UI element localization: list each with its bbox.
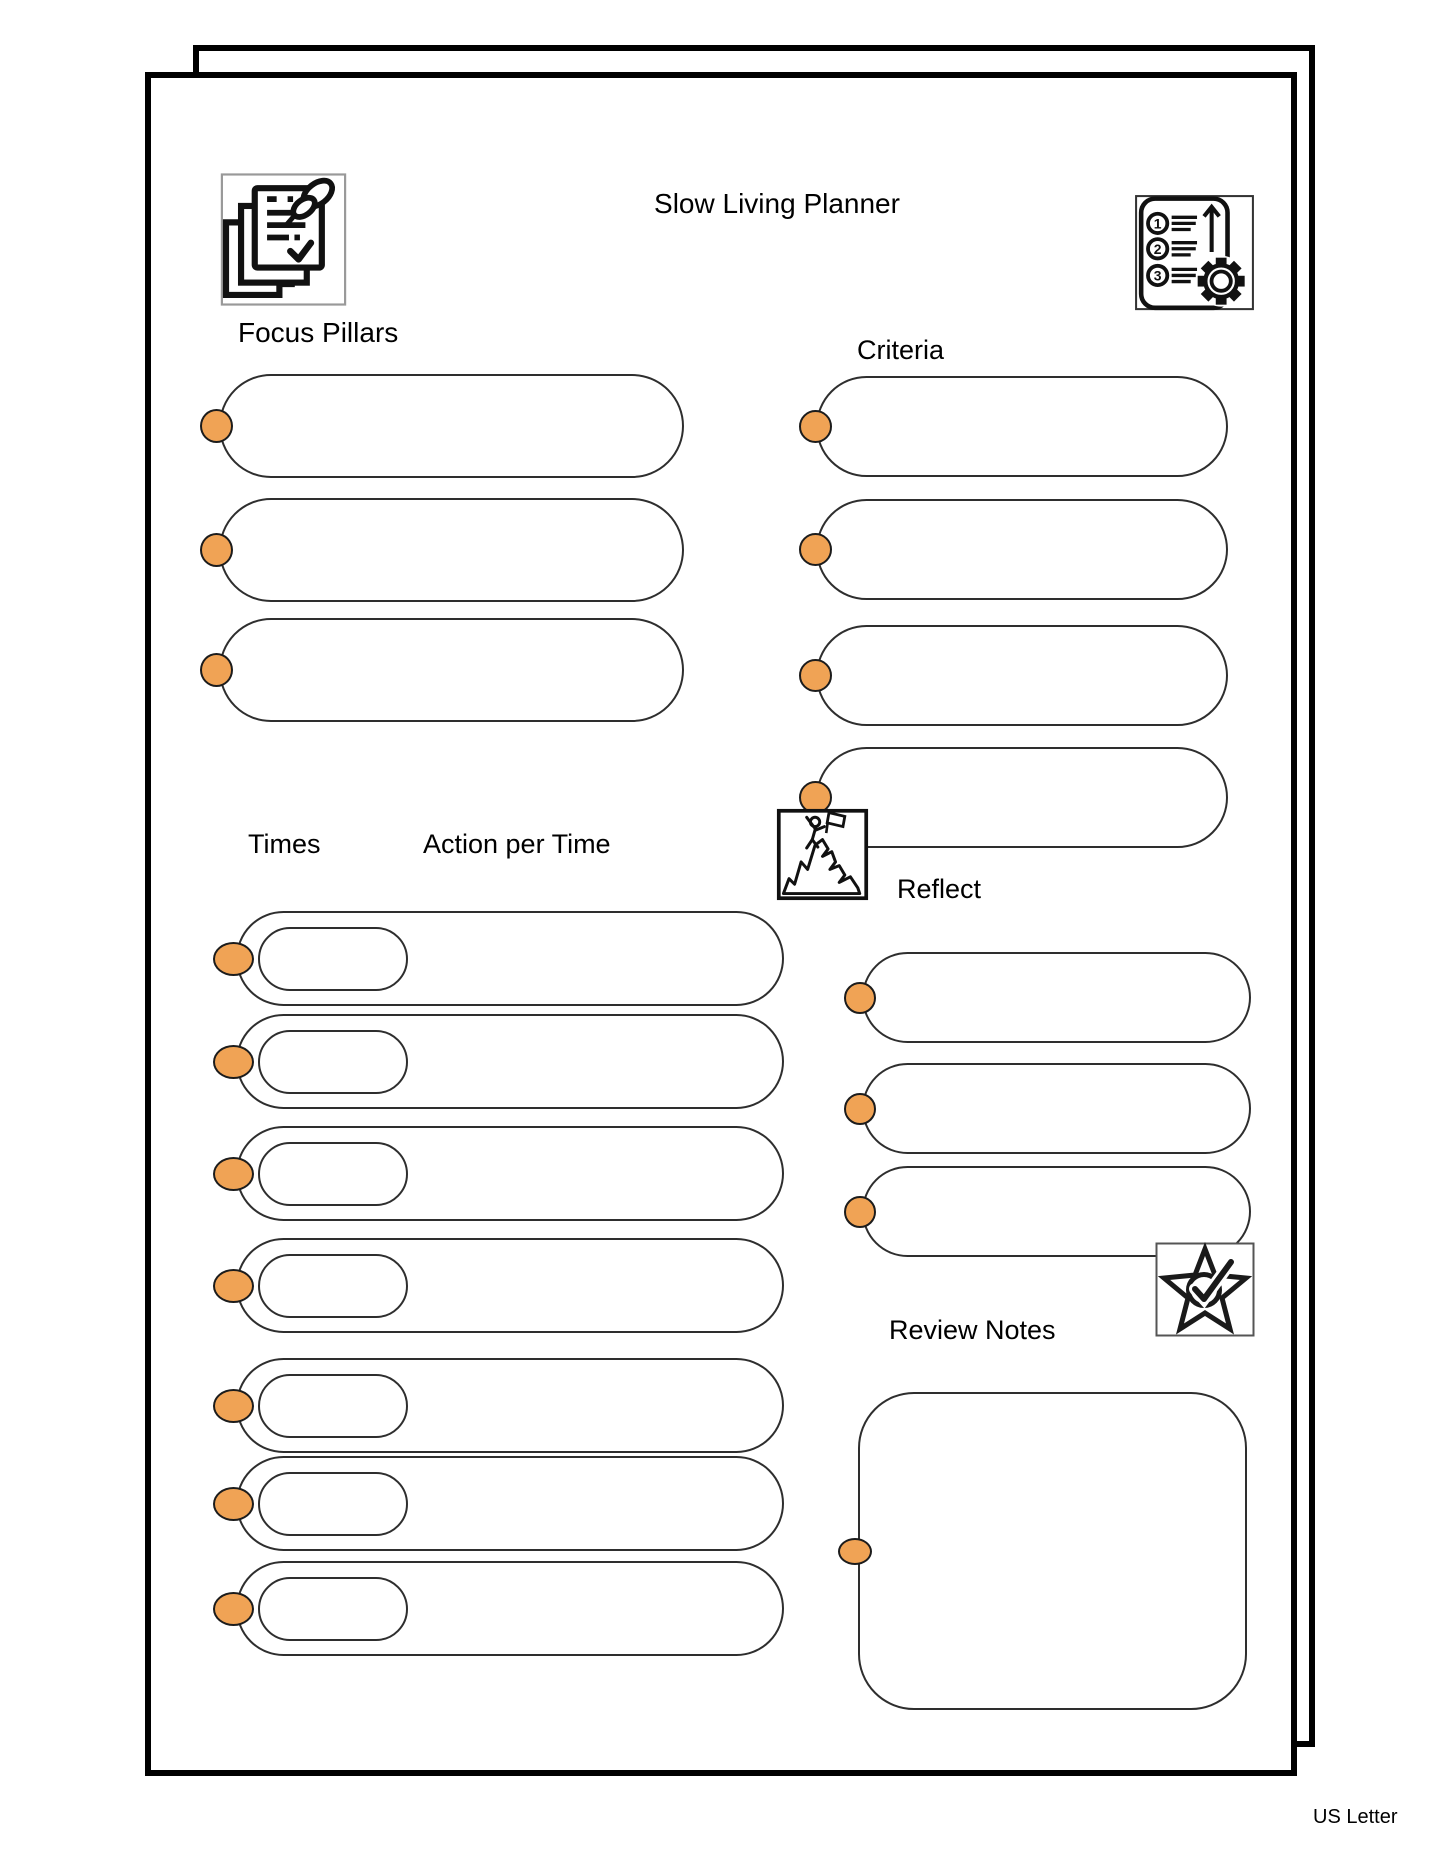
pinned-notes-icon: [215, 169, 352, 310]
action-per-time-field[interactable]: [236, 1238, 784, 1333]
time-field[interactable]: [258, 1254, 408, 1318]
times-label: Times: [248, 829, 321, 859]
bullet-dot: [213, 1389, 254, 1423]
bullet-dot: [844, 1093, 876, 1125]
focus-pillars-label: Focus Pillars: [238, 317, 399, 348]
time-field[interactable]: [258, 1374, 408, 1438]
bullet-dot: [799, 659, 832, 692]
bullet-dot: [213, 942, 254, 976]
criteria-label: Criteria: [857, 335, 945, 365]
page-sheet: [145, 72, 1297, 1776]
focus-pillar-field[interactable]: [219, 498, 684, 602]
criteria-field[interactable]: [816, 376, 1228, 477]
time-field[interactable]: [258, 1472, 408, 1536]
review-notes-label: Review Notes: [889, 1315, 1056, 1345]
summit-flag-icon: [776, 808, 869, 901]
svg-text:1: 1: [1153, 215, 1162, 232]
bullet-dot: [799, 533, 832, 566]
action-per-time-field[interactable]: [236, 1561, 784, 1656]
bullet-dot: [213, 1592, 254, 1626]
bullet-dot: [213, 1045, 254, 1079]
action-per-time-field[interactable]: [236, 911, 784, 1006]
criteria-field[interactable]: [816, 747, 1228, 848]
review-notes-field[interactable]: [858, 1392, 1247, 1710]
action-per-time-field[interactable]: [236, 1358, 784, 1453]
time-field[interactable]: [258, 1030, 408, 1094]
bullet-dot: [213, 1157, 254, 1191]
reflect-field[interactable]: [862, 1063, 1251, 1154]
bullet-dot: [844, 982, 876, 1014]
bullet-dot: [200, 653, 233, 687]
star-check-icon: [1155, 1242, 1255, 1337]
svg-text:3: 3: [1153, 267, 1162, 284]
time-field[interactable]: [258, 1577, 408, 1641]
bullet-dot: [213, 1269, 254, 1303]
numbered-steps-gear-icon: [1131, 191, 1258, 318]
bullet-dot: [844, 1196, 876, 1228]
action-per-time-label: Action per Time: [423, 829, 611, 859]
action-per-time-field[interactable]: [236, 1456, 784, 1551]
bullet-dot: [200, 409, 233, 443]
paper-size-label: US Letter: [1313, 1806, 1398, 1828]
reflect-label: Reflect: [897, 874, 982, 904]
time-field[interactable]: [258, 927, 408, 991]
focus-pillar-field[interactable]: [219, 374, 684, 478]
action-per-time-field[interactable]: [236, 1014, 784, 1109]
action-per-time-field[interactable]: [236, 1126, 784, 1221]
bullet-dot: [213, 1487, 254, 1521]
focus-pillar-field[interactable]: [219, 618, 684, 722]
bullet-dot: [838, 1538, 872, 1565]
criteria-field[interactable]: [816, 499, 1228, 600]
svg-text:2: 2: [1153, 240, 1162, 257]
bullet-dot: [799, 410, 832, 443]
bullet-dot: [200, 533, 233, 567]
time-field[interactable]: [258, 1142, 408, 1206]
criteria-field[interactable]: [816, 625, 1228, 726]
reflect-field[interactable]: [862, 952, 1251, 1043]
page-title: Slow Living Planner: [654, 188, 900, 219]
